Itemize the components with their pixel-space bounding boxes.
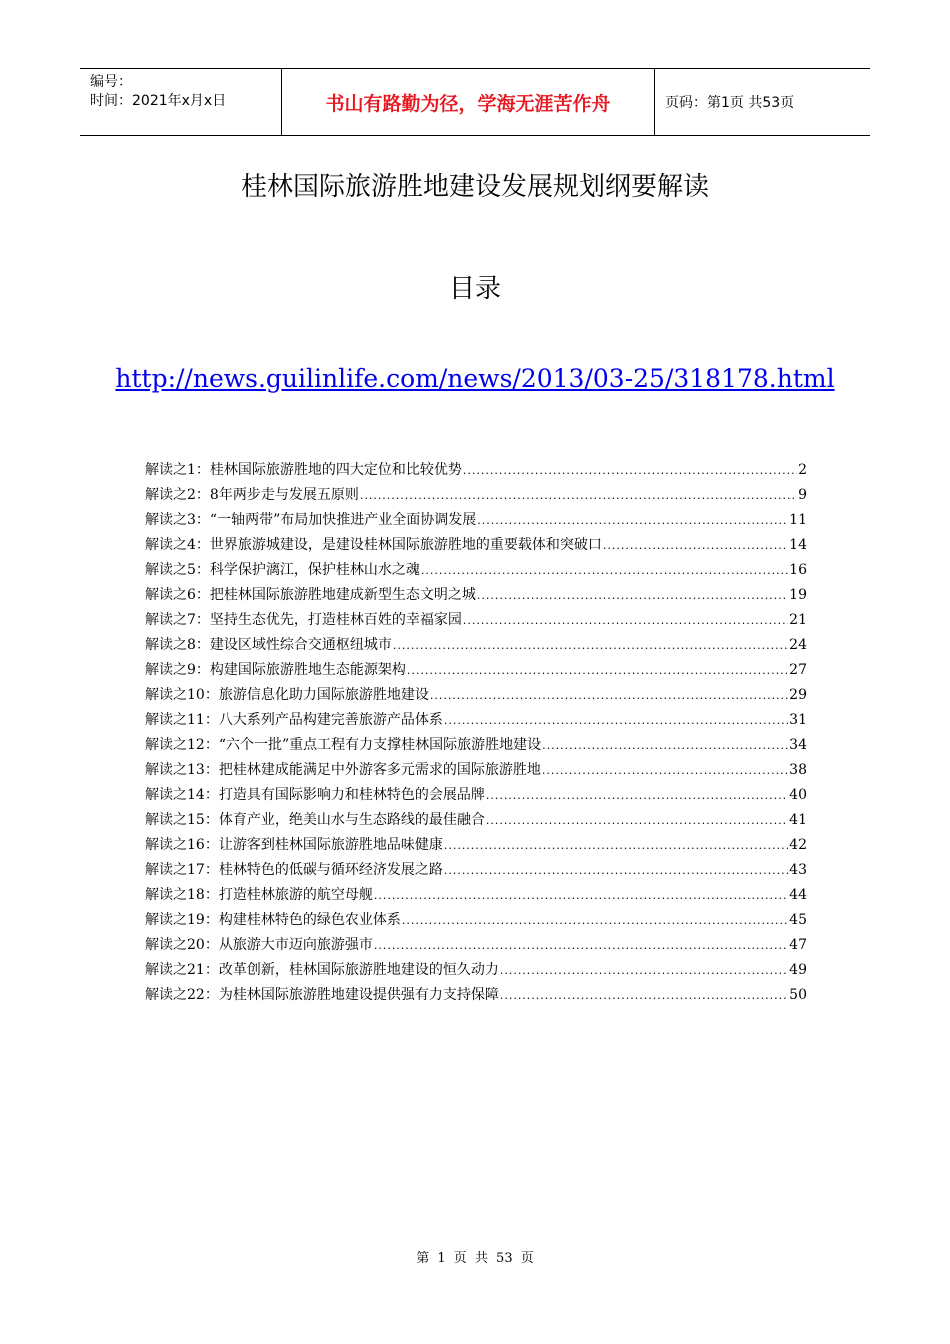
toc-dot-leader xyxy=(477,589,788,602)
toc-dot-leader xyxy=(500,989,788,1002)
toc-entry[interactable] xyxy=(145,959,807,984)
toc-entry-page: 43 xyxy=(789,862,807,878)
toc-entry[interactable] xyxy=(145,459,807,484)
toc-entry[interactable] xyxy=(145,534,807,559)
toc-entry-page: 27 xyxy=(789,662,807,678)
toc-entry[interactable] xyxy=(145,484,807,509)
toc-entry-title: 解读之11：八大系列产品构建完善旅游产品体系 xyxy=(145,712,443,728)
toc-entry[interactable] xyxy=(145,684,807,709)
toc-dot-leader xyxy=(444,839,788,852)
toc-dot-leader xyxy=(402,914,788,927)
header-motto: 书山有路勤为径，学海无涯苦作舟 xyxy=(325,92,611,115)
toc-entry-page: 11 xyxy=(789,512,807,528)
toc-entry-page: 9 xyxy=(798,487,807,503)
header-motto-cell xyxy=(282,69,655,135)
toc-dot-leader xyxy=(374,889,788,902)
toc-entry-title: 解读之12：“六个一批”重点工程有力支撑桂林国际旅游胜地建设 xyxy=(145,737,542,753)
toc-entry[interactable] xyxy=(145,609,807,634)
toc-entry[interactable] xyxy=(145,909,807,934)
toc-entry[interactable] xyxy=(145,759,807,784)
toc-entry[interactable] xyxy=(145,509,807,534)
toc-dot-leader xyxy=(430,689,788,702)
toc-entry-page: 34 xyxy=(789,737,807,753)
toc-entry-title: 解读之18：打造桂林旅游的航空母舰 xyxy=(145,887,373,903)
toc-entry-title: 解读之19：构建桂林特色的绿色农业体系 xyxy=(145,912,401,928)
toc-entry-page: 2 xyxy=(798,462,807,478)
toc-dot-leader xyxy=(477,514,788,527)
table-of-contents xyxy=(145,459,807,1009)
toc-entry[interactable] xyxy=(145,859,807,884)
toc-entry-page: 38 xyxy=(789,762,807,778)
toc-entry[interactable] xyxy=(145,784,807,809)
toc-entry[interactable] xyxy=(145,709,807,734)
toc-entry-page: 14 xyxy=(789,537,807,553)
page-footer: 第 1 页 共 53 页 xyxy=(416,1251,534,1266)
toc-dot-leader xyxy=(393,639,788,652)
toc-entry-title: 解读之16：让游客到桂林国际旅游胜地品味健康 xyxy=(145,837,443,853)
toc-entry-page: 45 xyxy=(789,912,807,928)
toc-dot-leader xyxy=(542,764,788,777)
toc-entry-title: 解读之1：桂林国际旅游胜地的四大定位和比较优势 xyxy=(145,462,462,478)
toc-dot-leader xyxy=(360,489,797,502)
toc-entry-page: 40 xyxy=(789,787,807,803)
toc-entry-page: 16 xyxy=(789,562,807,578)
toc-entry-page: 42 xyxy=(789,837,807,853)
toc-entry-page: 29 xyxy=(789,687,807,703)
toc-entry-title: 解读之22：为桂林国际旅游胜地建设提供强有力支持保障 xyxy=(145,987,499,1003)
toc-dot-leader xyxy=(542,739,788,752)
toc-dot-leader xyxy=(500,964,788,977)
toc-dot-leader xyxy=(407,664,788,677)
toc-dot-leader xyxy=(486,789,788,802)
toc-entry[interactable] xyxy=(145,559,807,584)
toc-dot-leader xyxy=(463,614,788,627)
toc-entry[interactable] xyxy=(145,834,807,859)
toc-entry-title: 解读之15：体育产业，绝美山水与生态路线的最佳融合 xyxy=(145,812,485,828)
toc-entry-page: 50 xyxy=(789,987,807,1003)
toc-entry-title: 解读之8：建设区域性综合交通枢纽城市 xyxy=(145,637,392,653)
header-page-info: 页码：第1页 共53页 xyxy=(665,95,795,111)
toc-entry[interactable] xyxy=(145,884,807,909)
toc-entry-title: 解读之10：旅游信息化助力国际旅游胜地建设 xyxy=(145,687,429,703)
toc-entry-title: 解读之4：世界旅游城建设，是建设桂林国际旅游胜地的重要载体和突破口 xyxy=(145,537,602,553)
toc-dot-leader xyxy=(421,564,788,577)
header-meta xyxy=(80,69,282,135)
toc-entry-page: 44 xyxy=(789,887,807,903)
toc-dot-leader xyxy=(603,539,788,552)
toc-entry-page: 24 xyxy=(789,637,807,653)
toc-entry-title: 解读之21：改革创新，桂林国际旅游胜地建设的恒久动力 xyxy=(145,962,499,978)
toc-entry[interactable] xyxy=(145,659,807,684)
toc-entry[interactable] xyxy=(145,734,807,759)
toc-entry[interactable] xyxy=(145,584,807,609)
toc-entry-title: 解读之7：坚持生态优先，打造桂林百姓的幸福家园 xyxy=(145,612,462,628)
toc-entry-page: 41 xyxy=(789,812,807,828)
toc-entry-page: 31 xyxy=(789,712,807,728)
toc-entry-page: 49 xyxy=(789,962,807,978)
toc-entry-title: 解读之2：8年两步走与发展五原则 xyxy=(145,487,359,503)
document-date-label: 时间：2021年x月x日 xyxy=(90,93,227,109)
toc-entry-page: 19 xyxy=(789,587,807,603)
toc-dot-leader xyxy=(444,864,788,877)
page-header xyxy=(80,68,870,136)
toc-entry-title: 解读之20：从旅游大市迈向旅游强市 xyxy=(145,937,373,953)
toc-entry-title: 解读之6：把桂林国际旅游胜地建成新型生态文明之城 xyxy=(145,587,476,603)
toc-heading: 目录 xyxy=(448,274,501,304)
toc-entry-title: 解读之13：把桂林建成能满足中外游客多元需求的国际旅游胜地 xyxy=(145,762,541,778)
toc-entry[interactable] xyxy=(145,934,807,959)
document-number-label: 编号： xyxy=(90,74,132,90)
toc-entry-page: 47 xyxy=(789,937,807,953)
toc-entry-title: 解读之14：打造具有国际影响力和桂林特色的会展品牌 xyxy=(145,787,485,803)
toc-dot-leader xyxy=(374,939,788,952)
toc-entry-page: 21 xyxy=(789,612,807,628)
toc-dot-leader xyxy=(486,814,788,827)
toc-entry[interactable] xyxy=(145,984,807,1009)
toc-entry-title: 解读之17：桂林特色的低碳与循环经济发展之路 xyxy=(145,862,443,878)
toc-entry-title: 解读之5：科学保护漓江，保护桂林山水之魂 xyxy=(145,562,420,578)
toc-entry-title: 解读之3：“一轴两带”布局加快推进产业全面协调发展 xyxy=(145,512,477,528)
toc-entry[interactable] xyxy=(145,634,807,659)
document-title: 桂林国际旅游胜地建设发展规划纲要解读 xyxy=(240,172,709,202)
source-url-link[interactable]: http://news.guilinlife.com/news/2013/03-25/318178.html xyxy=(115,364,835,393)
source-url xyxy=(0,364,950,393)
toc-entry[interactable] xyxy=(145,809,807,834)
toc-entry-title: 解读之9：构建国际旅游胜地生态能源架构 xyxy=(145,662,406,678)
toc-dot-leader xyxy=(463,464,797,477)
toc-dot-leader xyxy=(444,714,788,727)
